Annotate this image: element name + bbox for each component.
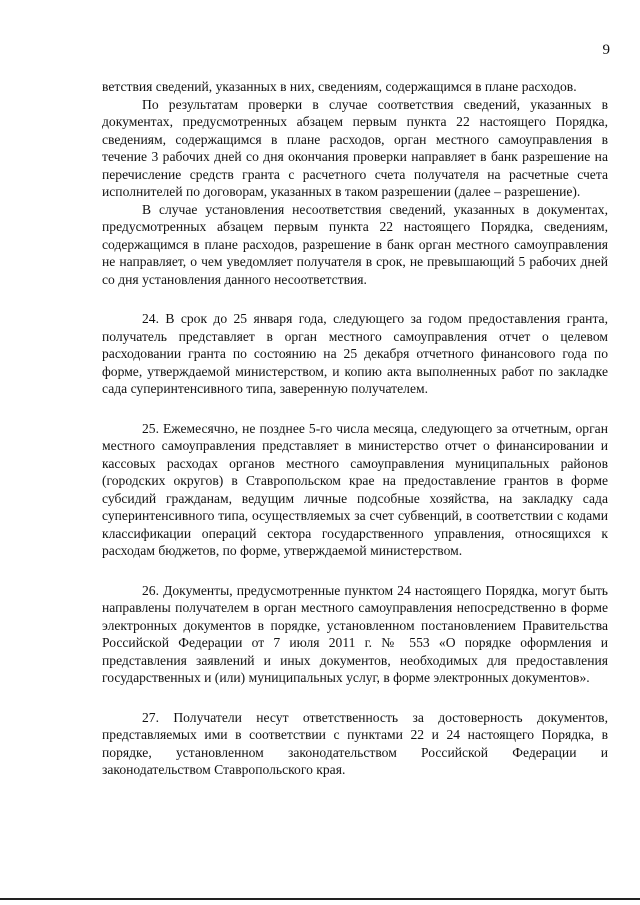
page-number: 9: [602, 42, 610, 58]
paragraph-item-25: 25. Ежемесячно, не позднее 5-го числа месяца, следующего за отчетным, орган местного самоуправления представляет в министерство отчет о финансировании и кассовых расходах органов местного самоуправления муниципальных районов (городских округов) в Ставропольском крае на предоставление грантов в форме субсидий гражданам, ведущим личные подсобные хозяйства, на закладку сада суперинтенсивного типа, осуществляемых за счет субвенций, в соответствии с кодами классификации операций сектора государственного управления, относящихся к расходам бюджетов, по форме, утверждаемой министерством.: [102, 420, 608, 558]
paragraph-item-24: 24. В срок до 25 января года, следующего за годом предоставления гранта, получатель представляет в орган местного самоуправления отчет о целевом расходовании гранта по состоянию на 25 декабря отчетного финансового года по форме, утверждаемой министерством, и копию акта выполненных работ по закладке сада суперинтенсивного типа, заверенную получателем.: [102, 311, 608, 396]
bottom-border: [0, 898, 640, 900]
document-body: [102, 78, 608, 779]
paragraph-continuation: ветствия сведений, указанных в них, сведениям, содержащимся в плане расходов.: [102, 79, 577, 94]
paragraph-item-26: 26. Документы, предусмотренные пунктом 24 настоящего Порядка, могут быть направлены получателем в орган местного самоуправления непосредственно в форме электронных документов в порядке, установленном постановлением Правительства Российской Федерации от 7 июля 2011 г. № 553 «О порядке оформления и представления заявлений и иных документов, необходимых для предоставления государственных и (или) муниципальных услуг, в форме электронных документов».: [102, 582, 608, 685]
paragraph-mismatch: В случае установления несоответствия сведений, указанных в документах, предусмотренных абзацем первым пункта 22 настоящего Порядка, сведениям, содержащимся в плане расходов, разрешение в банк орган местного самоуправления не направляет, о чем уведомляет получателя в срок, не превышающий 5 рабочих дней со дня установления данного несоответствия.: [102, 201, 608, 287]
paragraph-item-27: 27. Получатели несут ответственность за достоверность документов, представляемых ими в соответствии с пунктами 22 и 24 настоящего Порядка, в порядке, установленном законодательством Российской Федерации и законодательством Ставропольского края.: [102, 709, 608, 777]
paragraph-approval: По результатам проверки в случае соответствия сведений, указанных в документах, предусмотренных абзацем первым пункта 22 настоящего Порядка, сведениям, содержащимся в плане расходов, орган местного самоуправления в течение 3 рабочих дней со дня окончания проверки направляет в банк разрешение на перечисление средств гранта с расчетного счета получателя на расчетные счета исполнителей по договорам, указанных в таком разрешении (далее – разрешение).: [102, 96, 608, 199]
